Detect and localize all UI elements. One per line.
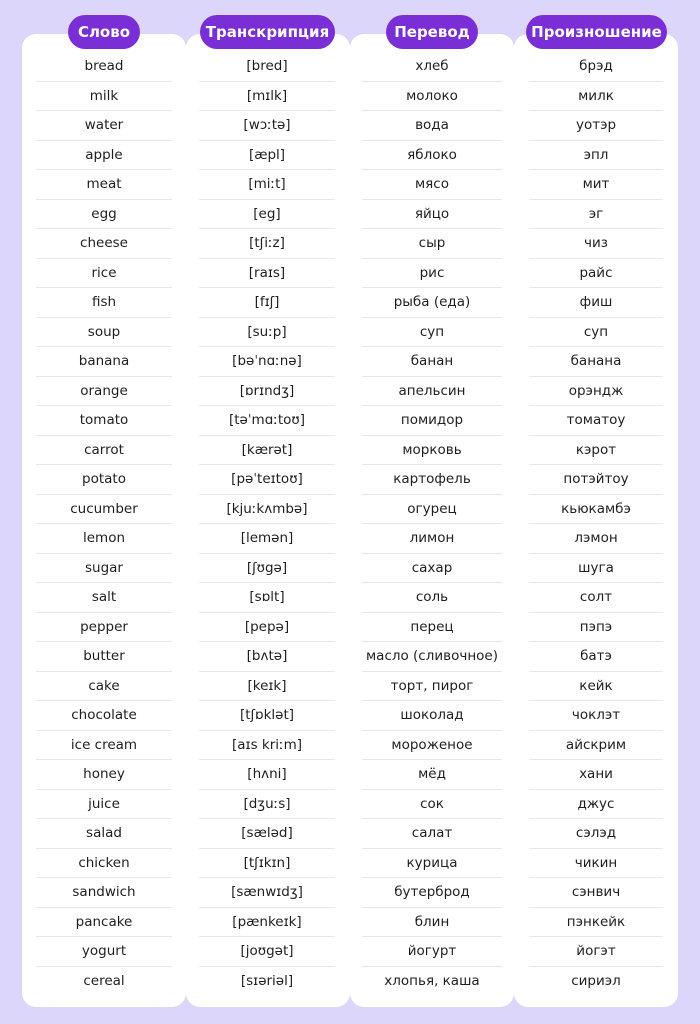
cell-transcription: [joʊgət] <box>240 943 294 959</box>
cell-translation: хлеб <box>415 58 449 74</box>
cell-word: pepper <box>80 618 128 635</box>
cell-translation: суп <box>419 323 445 340</box>
cell-word: cucumber <box>70 500 138 517</box>
cell-word: egg <box>91 205 117 222</box>
cell-word: ice cream <box>70 736 138 753</box>
table-row <box>0 554 700 584</box>
table-row <box>0 436 700 466</box>
cell-translation: банан <box>410 353 454 369</box>
cell-transcription: [mɪlk] <box>246 87 288 104</box>
cell-pronunciation: томатоу <box>566 412 626 428</box>
cell-pronunciation: пэпэ <box>579 618 613 635</box>
table-row <box>0 849 700 879</box>
cell-transcription: [sæləd] <box>241 825 293 841</box>
header-transcription: Транскрипция <box>200 15 335 49</box>
cell-pronunciation: эг <box>588 205 604 222</box>
cell-translation: рис <box>419 264 445 281</box>
cell-translation: торт, пирог <box>390 677 474 694</box>
cell-transcription: [pəˈteɪtoʊ] <box>231 471 303 487</box>
table-row <box>0 495 700 525</box>
cell-pronunciation: эпл <box>583 146 609 163</box>
table-row <box>0 878 700 908</box>
cell-pronunciation: хани <box>579 766 613 782</box>
table-row <box>0 524 700 554</box>
cell-word: meat <box>86 176 122 192</box>
cell-word: salad <box>86 825 122 841</box>
cell-translation: бутерброд <box>394 884 470 900</box>
cell-pronunciation: сириэл <box>571 972 621 989</box>
cell-word: water <box>84 117 124 133</box>
table-row <box>0 731 700 761</box>
table-row <box>0 701 700 731</box>
table-row <box>0 819 700 849</box>
cell-transcription: [bʌtə] <box>246 648 288 664</box>
cell-translation: вода <box>415 117 449 133</box>
cell-pronunciation: милк <box>578 87 614 104</box>
header-translation: Перевод <box>386 15 478 49</box>
cell-pronunciation: кэрот <box>575 441 617 458</box>
cell-word: honey <box>83 766 125 782</box>
cell-translation: сыр <box>418 235 446 251</box>
cell-transcription: [pepə] <box>244 618 290 635</box>
cell-word: soup <box>87 323 121 340</box>
cell-pronunciation: чоклэт <box>571 707 621 723</box>
table-row <box>0 583 700 613</box>
table-row <box>0 790 700 820</box>
table-row <box>0 642 700 672</box>
cell-translation: соль <box>415 589 449 605</box>
cell-translation: морковь <box>402 441 462 458</box>
cell-transcription: [sɒlt] <box>249 589 285 605</box>
cell-word: orange <box>80 382 128 399</box>
table-row <box>0 347 700 377</box>
table-row <box>0 377 700 407</box>
cell-word: sugar <box>85 559 123 576</box>
cell-pronunciation: уотэр <box>575 117 617 133</box>
cell-translation: хлопья, каша <box>384 972 480 989</box>
table-row <box>0 52 700 82</box>
table-row <box>0 937 700 967</box>
cell-word: chicken <box>78 854 130 871</box>
cell-word: chocolate <box>71 707 137 723</box>
cell-word: rice <box>91 264 117 281</box>
cell-transcription: [aɪs kriːm] <box>232 736 302 753</box>
cell-pronunciation: мит <box>582 176 610 192</box>
cell-translation: рыба (еда) <box>393 294 471 310</box>
cell-translation: яблоко <box>407 146 457 163</box>
cell-pronunciation: айскрим <box>565 736 627 753</box>
cell-word: milk <box>89 87 119 104</box>
cell-word: tomato <box>79 412 129 428</box>
cell-transcription: [kjuːkʌmbə] <box>226 500 308 517</box>
cell-translation: яйцо <box>414 205 450 222</box>
cell-word: pancake <box>75 913 133 930</box>
header-word: Слово <box>68 15 140 49</box>
cell-word: apple <box>85 146 123 163</box>
cell-pronunciation: лэмон <box>574 530 618 546</box>
cell-translation: лимон <box>409 530 455 546</box>
cell-transcription: [æpl] <box>248 146 286 163</box>
cell-translation: масло (сливочное) <box>365 648 498 664</box>
cell-word: juice <box>88 795 120 812</box>
cell-pronunciation: батэ <box>580 648 612 664</box>
cell-transcription: [bred] <box>246 58 288 74</box>
cell-transcription: [dʒuːs] <box>243 795 291 812</box>
cell-translation: огурец <box>407 500 457 517</box>
cell-word: banana <box>78 353 130 369</box>
cell-pronunciation: орэндж <box>568 382 624 399</box>
cell-translation: сахар <box>411 559 453 576</box>
table-row <box>0 141 700 171</box>
cell-transcription: [suːp] <box>247 323 287 340</box>
cell-transcription: [ɒrɪndʒ] <box>239 382 295 399</box>
cell-transcription: [təˈmɑːtoʊ] <box>228 412 305 428</box>
cell-transcription: [wɔːtə] <box>243 117 291 133</box>
cell-word: butter <box>83 648 125 664</box>
cell-word: fish <box>91 294 117 310</box>
cell-pronunciation: йогэт <box>576 943 616 959</box>
cell-transcription: [keɪk] <box>247 677 287 694</box>
cell-translation: молоко <box>406 87 458 104</box>
table-row <box>0 82 700 112</box>
cell-pronunciation: кьюкамбэ <box>561 500 631 517</box>
cell-pronunciation: брэд <box>579 58 613 74</box>
cell-word: lemon <box>82 530 126 546</box>
table-row <box>0 672 700 702</box>
cell-transcription: [tʃiːz] <box>249 235 285 251</box>
cell-transcription: [eg] <box>253 205 281 222</box>
cell-word: cereal <box>83 972 125 989</box>
cell-pronunciation: чиз <box>584 235 608 251</box>
cell-word: cake <box>88 677 120 694</box>
table-row <box>0 170 700 200</box>
cell-pronunciation: сэлэд <box>575 825 617 841</box>
cell-transcription: [kærət] <box>241 441 293 458</box>
cell-transcription: [bəˈnɑːnə] <box>232 353 302 369</box>
table-row <box>0 318 700 348</box>
cell-transcription: [ʃʊgə] <box>246 559 288 576</box>
cell-pronunciation: кейк <box>579 677 613 694</box>
cell-pronunciation: фиш <box>579 294 613 310</box>
table-row <box>0 200 700 230</box>
table-row <box>0 406 700 436</box>
cell-pronunciation: райс <box>579 264 613 281</box>
cell-translation: курица <box>406 854 458 871</box>
cell-translation: йогурт <box>407 943 457 959</box>
cell-pronunciation: потэйтоу <box>563 471 629 487</box>
cell-pronunciation: суп <box>583 323 609 340</box>
cell-transcription: [hʌni] <box>247 766 287 782</box>
cell-translation: мороженое <box>391 736 473 753</box>
table-row <box>0 613 700 643</box>
table-row <box>0 259 700 289</box>
cell-pronunciation: джус <box>577 795 615 812</box>
cell-translation: сок <box>420 795 444 812</box>
cell-pronunciation: пэнкейк <box>566 913 626 930</box>
table-row <box>0 288 700 318</box>
cell-transcription: [sɪəriəl] <box>240 972 294 989</box>
cell-translation: блин <box>414 913 450 930</box>
table-row <box>0 465 700 495</box>
cell-word: yogurt <box>81 943 127 959</box>
cell-pronunciation: банана <box>570 353 622 369</box>
table-row <box>0 229 700 259</box>
header-pronunciation: Произношение <box>526 15 667 49</box>
cell-transcription: [miːt] <box>248 176 286 192</box>
cell-word: cheese <box>80 235 128 251</box>
cell-translation: мёд <box>418 766 446 782</box>
table-row <box>0 760 700 790</box>
table-row <box>0 967 700 997</box>
cell-transcription: [lemən] <box>240 530 294 546</box>
cell-pronunciation: шуга <box>578 559 614 576</box>
cell-transcription: [tʃɒklət] <box>239 707 295 723</box>
cell-translation: мясо <box>415 176 449 192</box>
cell-word: salt <box>91 589 117 605</box>
cell-word: bread <box>84 58 124 74</box>
cell-translation: картофель <box>393 471 471 487</box>
cell-translation: салат <box>411 825 453 841</box>
cell-pronunciation: солт <box>579 589 613 605</box>
cell-translation: перец <box>410 618 454 635</box>
cell-translation: шоколад <box>400 707 464 723</box>
cell-word: potato <box>82 471 126 487</box>
cell-word: sandwich <box>72 884 136 900</box>
cell-transcription: [fɪʃ] <box>254 294 280 310</box>
cell-pronunciation: сэнвич <box>571 884 621 900</box>
cell-transcription: [tʃɪkɪn] <box>243 854 291 871</box>
cell-transcription: [sænwɪdʒ] <box>231 884 303 900</box>
table-row <box>0 111 700 141</box>
cell-word: carrot <box>84 441 124 458</box>
cell-translation: помидор <box>400 412 464 428</box>
cell-translation: апельсин <box>398 382 466 399</box>
cell-transcription: [raɪs] <box>248 264 286 281</box>
table-row <box>0 908 700 938</box>
cell-transcription: [pænkeɪk] <box>232 913 302 930</box>
cell-pronunciation: чикин <box>574 854 618 871</box>
